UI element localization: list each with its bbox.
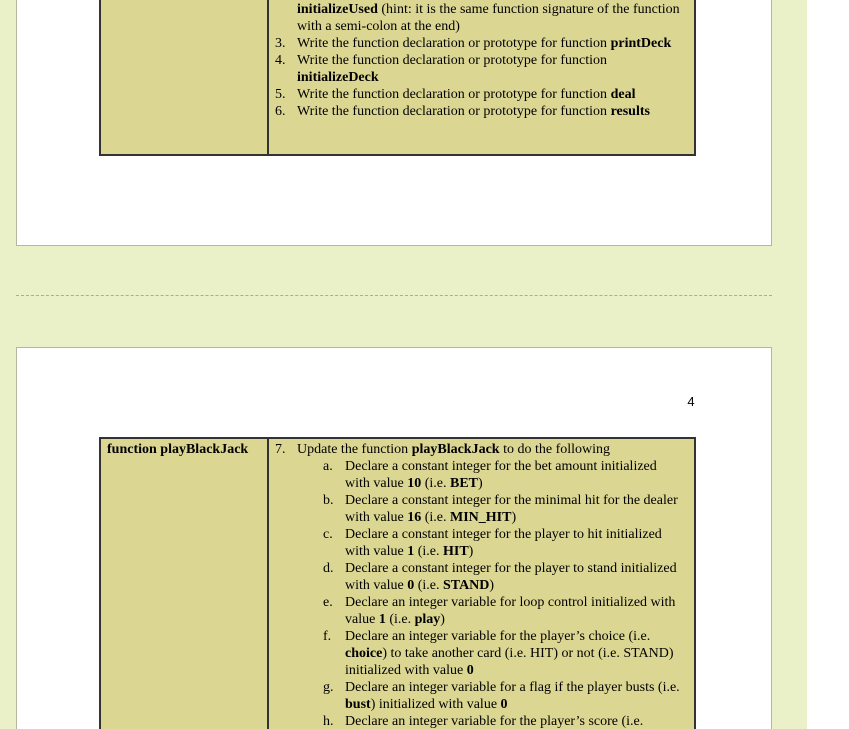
sub-list-item — [275, 713, 682, 729]
list-item — [275, 0, 682, 35]
sub-list-item — [275, 458, 682, 492]
item-keyword: play — [414, 612, 441, 627]
item-text: ) initialized with value — [370, 697, 501, 712]
sub-item-letter: h. — [323, 714, 334, 729]
item-text: ) — [511, 510, 517, 525]
list-item — [275, 103, 682, 120]
sub-list-item — [275, 594, 682, 628]
item-number: 7. — [275, 442, 286, 457]
item-keyword: STAND — [442, 578, 490, 593]
item-number — [275, 0, 286, 1]
instruction-list — [275, 441, 682, 729]
item-text: Update the function — [297, 442, 412, 457]
item-text: ) — [478, 476, 483, 491]
sub-item-letter: d. — [323, 561, 334, 576]
item-text: Declare a constant integer for the player to hit initialized with value — [345, 527, 662, 559]
item-keyword: 1 — [378, 612, 386, 627]
item-keyword: BET — [449, 476, 478, 491]
item-keyword: MIN_HIT — [449, 510, 512, 525]
item-keyword: 1 — [407, 544, 415, 559]
item-text: Write the function declaration or prototype for function — [297, 87, 611, 102]
list-item — [275, 52, 682, 86]
item-keyword: 0 — [407, 578, 415, 593]
page-number: 4 — [687, 394, 695, 409]
instruction-table — [99, 0, 696, 156]
list-item — [275, 35, 682, 52]
item-keyword: 0 — [466, 663, 474, 678]
item-text: ) — [468, 544, 474, 559]
item-keyword: deal — [610, 87, 636, 102]
item-text: (i.e. — [421, 510, 450, 525]
document-page-4 — [16, 347, 772, 729]
list-item — [275, 86, 682, 103]
item-text: Declare an integer variable for a flag if the player busts (i.e. — [345, 680, 680, 695]
item-text: (hint: it is the same function signature of the function with a semi-colon at the end) — [297, 2, 680, 34]
item-text: Write the function declaration or prototype for function — [297, 36, 611, 51]
item-text: (i.e. — [385, 612, 415, 627]
page-break-divider — [16, 295, 772, 296]
sub-item-letter: f. — [323, 629, 332, 644]
sub-item-letter: e. — [323, 595, 333, 610]
instruction-table — [99, 437, 696, 729]
item-keyword: playBlackJack — [411, 442, 500, 457]
column-divider — [267, 0, 269, 154]
list-item — [275, 441, 682, 458]
item-number: 4. — [275, 53, 286, 68]
item-text: Write the function declaration or prototype for function — [297, 53, 608, 68]
sub-list-item — [275, 492, 682, 526]
item-keyword: printDeck — [610, 36, 672, 51]
item-text: Declare an integer variable for the player’s score (i.e. — [345, 714, 644, 729]
item-keyword: 10 — [407, 476, 422, 491]
item-keyword: HIT — [442, 544, 469, 559]
sub-item-letter: g. — [323, 680, 334, 695]
function-label: function playBlackJack — [107, 442, 249, 457]
item-text: Declare an integer variable for the player’s choice (i.e. — [345, 629, 651, 644]
item-keyword: 16 — [407, 510, 422, 525]
item-text: ) — [440, 612, 445, 627]
item-text: (i.e. — [414, 544, 443, 559]
item-number: 5. — [275, 87, 286, 102]
item-text: (i.e. — [421, 476, 450, 491]
sub-list-item — [275, 628, 682, 679]
item-text: Declare a constant integer for the minimal hit for the dealer with value — [345, 493, 678, 525]
sub-list-item — [275, 679, 682, 713]
sub-item-letter: a. — [323, 459, 333, 474]
item-number: 6. — [275, 104, 286, 119]
item-text: Declare a constant integer for the player to stand initialized with value — [345, 561, 677, 593]
item-keyword: initializeDeck — [297, 70, 379, 85]
document-page-3 — [16, 0, 772, 246]
item-keyword: choice — [345, 646, 383, 661]
item-text: Declare a constant integer for the bet amount initialized with value — [345, 459, 657, 491]
sub-list-item — [275, 560, 682, 594]
column-divider — [267, 439, 269, 729]
sub-item-letter: c. — [323, 527, 333, 542]
item-text: to do the following — [499, 442, 611, 457]
sub-list-item — [275, 526, 682, 560]
item-text: Write the function declaration or prototype for function — [297, 104, 611, 119]
item-keyword: bust — [345, 697, 371, 712]
sub-item-letter: b. — [323, 493, 334, 508]
item-text: ) to take another card (i.e. HIT) or not (i.e. STAND) initialized with value — [345, 646, 674, 678]
item-text: (i.e. — [414, 578, 443, 593]
item-number: 3. — [275, 36, 286, 51]
item-text: ) — [489, 578, 495, 593]
instruction-list — [275, 0, 682, 120]
item-keyword: results — [610, 104, 650, 119]
item-keyword: 0 — [500, 697, 508, 712]
item-keyword: initializeUsed — [297, 2, 378, 17]
item-text: Declare an integer variable for loop control initialized with value — [345, 595, 676, 627]
